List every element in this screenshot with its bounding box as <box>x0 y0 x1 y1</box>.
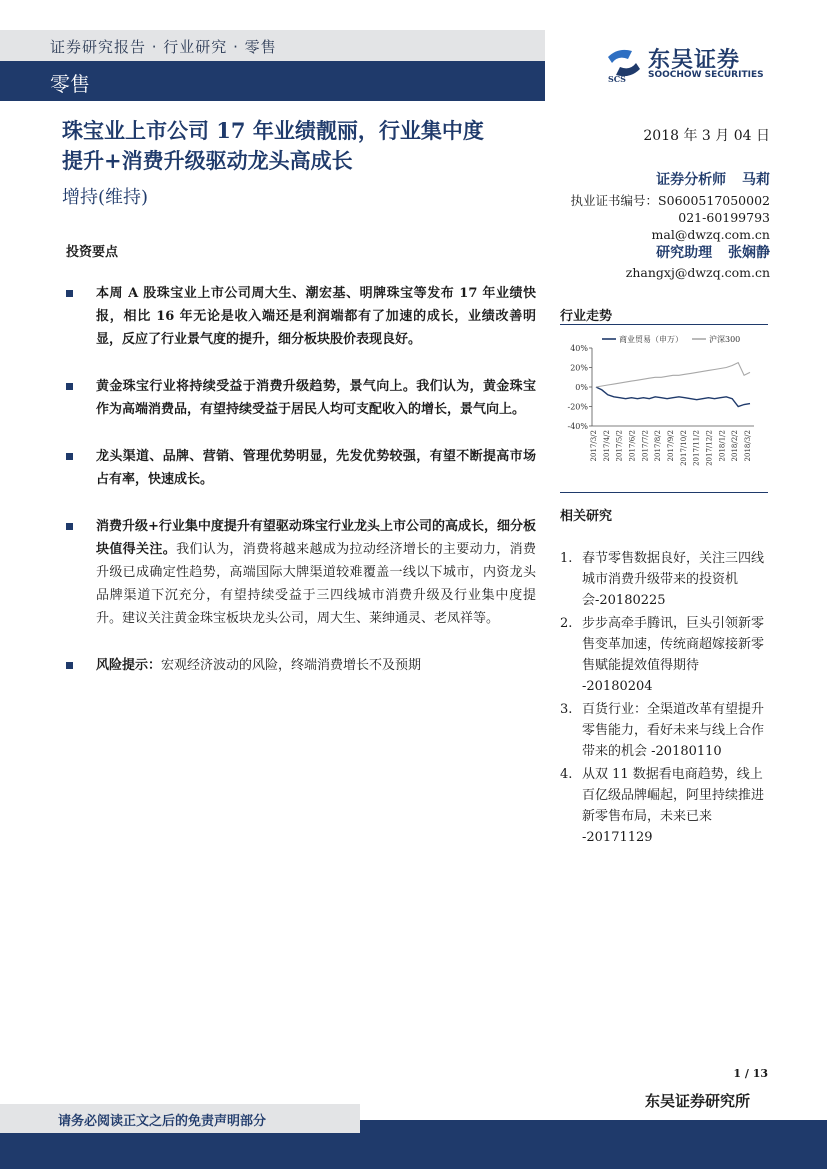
x-tick-label: 2017/12/2 <box>705 430 714 466</box>
bullet-square-icon <box>66 523 73 530</box>
analyst-1 <box>560 172 770 188</box>
series-line-2 <box>596 363 750 387</box>
page-number: 1 / 13 <box>733 1067 768 1080</box>
bullet-item <box>66 445 536 491</box>
footer-disclaimer: 请务必阅读正文之后的免责声明部分 <box>58 1114 267 1129</box>
x-tick-label: 2017/8/2 <box>654 430 663 462</box>
x-tick-label: 2017/11/2 <box>692 430 701 466</box>
assistant-role: 研究助理 <box>656 245 713 261</box>
bullet-text: 宏观经济波动的风险，终端消费增长不及预期 <box>161 658 422 673</box>
y-tick-label: -40% <box>567 422 588 431</box>
logo-en: SOOCHOW SECURITIES <box>648 70 764 80</box>
y-tick-label: -20% <box>567 402 588 412</box>
footer-disclaimer-bar <box>0 1104 360 1133</box>
analyst-phone: 021-60199793 <box>678 210 770 225</box>
x-tick-label: 2018/1/2 <box>718 430 727 462</box>
related-list <box>560 548 770 850</box>
breadcrumb: 证券研究报告 · 行业研究 · 零售 <box>50 38 277 56</box>
trend-chart <box>558 330 770 478</box>
license-number: 执业证书编号：S0600517050002 <box>570 193 770 208</box>
logo-cn: 东吴证券 <box>648 48 741 73</box>
sector-bar <box>0 61 545 101</box>
x-tick-label: 2017/10/2 <box>679 430 688 466</box>
sector-label: 零售 <box>50 72 90 96</box>
bullet-square-icon <box>66 453 73 460</box>
assistant-name: 张娴静 <box>728 245 770 261</box>
legend-label: 沪深300 <box>709 335 741 344</box>
logo-mark-text: SCS <box>608 74 626 83</box>
analyst-name: 马莉 <box>742 172 770 188</box>
bullet-item <box>66 515 536 630</box>
assistant-email: zhangxj@dwzq.com.cn <box>625 265 770 280</box>
related-num: 1. <box>560 551 573 566</box>
related-text: 步步高牵手腾讯，巨头引领新零售变革加速，传统商超嫁接新零售赋能提效值得期待 -20180204 <box>582 616 765 694</box>
related-item[interactable] <box>560 613 770 697</box>
related-item[interactable] <box>560 699 770 762</box>
footer-institute: 东吴证券研究所 <box>644 1092 750 1110</box>
related-item[interactable] <box>560 764 770 848</box>
bullet-list <box>66 282 536 701</box>
x-tick-label: 2017/6/2 <box>628 430 637 462</box>
invest-heading: 投资要点 <box>66 245 119 260</box>
series-line-1 <box>596 387 750 407</box>
bullet-square-icon <box>66 290 73 297</box>
title-line: 珠宝业上市公司 17 年业绩靓丽，行业集中度 <box>62 118 484 143</box>
footer-accent-bar <box>360 1120 827 1133</box>
divider <box>560 492 768 493</box>
x-tick-label: 2017/9/2 <box>667 430 675 462</box>
bullet-bold: 龙头渠道、品牌、营销、管理优势明显，先发优势较强，有望不断提高市场占有率，快速成长。 <box>96 449 536 487</box>
bullet-text: 我们认为，消费将越来越成为拉动经济增长的主要动力，消费升级已成确定性趋势，高端国际大牌渠道较难覆盖一线以下城市，内资龙头品牌渠道下沉充分，有望持续受益于三四线城市消费升级及行业集中度提升。建议关注黄金珠宝板块龙头公司，周大生、莱绅通灵、老凤祥等。 <box>96 542 536 626</box>
x-tick-label: 2017/5/2 <box>615 430 624 462</box>
related-item[interactable] <box>560 548 770 611</box>
logo-mark-icon <box>604 45 644 83</box>
x-tick-label: 2018/3/2 <box>744 430 752 462</box>
y-tick-label: 40% <box>570 344 588 353</box>
analyst-email: mal@dwzq.com.cn <box>651 227 770 242</box>
divider <box>560 324 768 325</box>
bullet-item <box>66 654 536 677</box>
bullet-item <box>66 282 536 351</box>
y-tick-label: 20% <box>570 363 588 373</box>
y-tick-label: 0% <box>575 383 588 392</box>
bullet-bold: 本周 A 股珠宝业上市公司周大生、潮宏基、明牌珠宝等发布 17 年业绩快报，相比 16 年无论是收入端还是利润端都有了加速的成长，业绩改善明显，反应了行业景气度的提升，细分板块股价表现良好。 <box>96 286 536 347</box>
breadcrumb-bar <box>0 30 545 61</box>
bullet-bold: 黄金珠宝行业将持续受益于消费升级趋势，景气向上。我们认为，黄金珠宝作为高端消费品，有望持续受益于居民人均可支配收入的增长，景气向上。 <box>96 379 536 417</box>
related-text: 百货行业：全渠道改革有望提升零售能力，看好未来与线上合作带来的机会 -20180110 <box>582 702 765 759</box>
report-title <box>62 116 552 176</box>
company-logo <box>604 43 774 85</box>
related-heading: 相关研究 <box>560 509 613 524</box>
title-line: 提升+消费升级驱动龙头高成长 <box>62 148 353 173</box>
x-tick-label: 2018/2/2 <box>731 430 740 462</box>
x-tick-label: 2017/3/2 <box>590 430 598 462</box>
bullet-item <box>66 375 536 421</box>
report-date: 2018 年 3 月 04 日 <box>643 128 770 144</box>
x-tick-label: 2017/7/2 <box>641 430 650 462</box>
footer-base-bar <box>0 1133 827 1169</box>
related-num: 2. <box>560 616 573 631</box>
rating: 增持(维持) <box>62 187 149 208</box>
related-num: 3. <box>560 702 573 717</box>
bullet-bold: 风险提示： <box>96 658 162 673</box>
trend-heading: 行业走势 <box>560 309 613 324</box>
bullet-square-icon <box>66 662 73 669</box>
legend-label: 商业贸易（申万） <box>619 335 683 344</box>
related-num: 4. <box>560 767 573 782</box>
analyst-2 <box>560 245 770 261</box>
analyst-role: 证券分析师 <box>656 172 727 188</box>
related-text: 春节零售数据良好，关注三四线城市消费升级带来的投资机会-20180225 <box>582 551 765 608</box>
bullet-bold: 消费升级+行业集中度提升有望驱动珠宝行业龙头上市公司的高成长，细分板块值得关注。 <box>96 519 536 557</box>
x-tick-label: 2017/4/2 <box>602 430 611 462</box>
bullet-square-icon <box>66 383 73 390</box>
related-text: 从双 11 数据看电商趋势，线上百亿级品牌崛起，阿里持续推进新零售布局，未来已来 -20171129 <box>582 767 765 845</box>
